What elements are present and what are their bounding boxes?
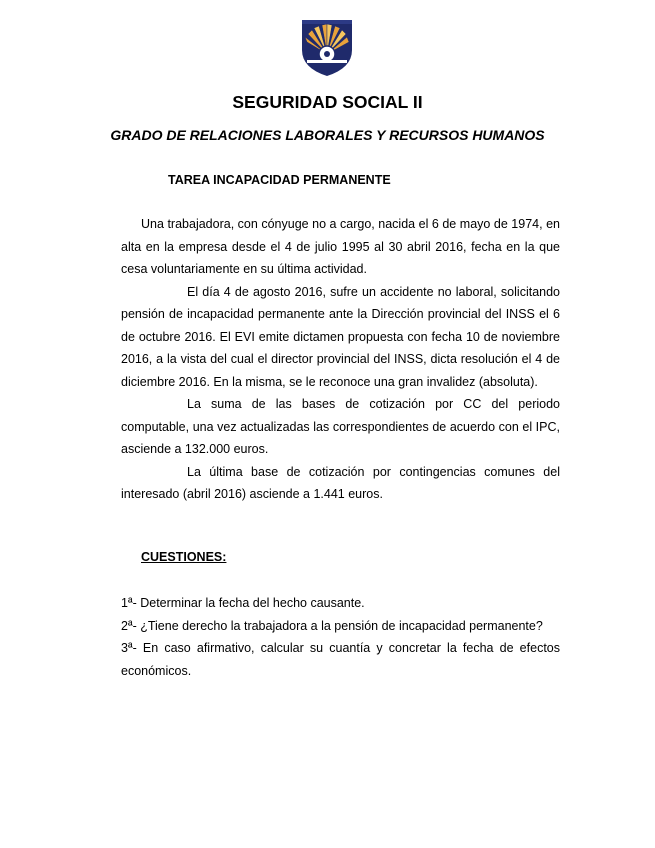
questions-list (121, 592, 560, 682)
case-statement (121, 213, 560, 506)
paragraph: Una trabajadora, con cónyuge no a cargo, nacida el 6 de mayo de 1974, en alta en la empresa desde el 4 de julio 1995 al 30 abril 2016, fecha en la que cesa voluntariamente en su última actividad. (121, 217, 560, 276)
paragraph: La última base de cotización por contingencias comunes del interesado (abril 2016) asciende a 1.441 euros. (121, 464, 560, 501)
university-crest-logo (299, 14, 355, 78)
paragraph: La suma de las bases de cotización por CC del periodo computable, una vez actualizadas las correspondientes de acuerdo con el IPC, asciende a 132.000 euros. (121, 397, 560, 456)
document-title: SEGURIDAD SOCIAL II (232, 92, 423, 112)
question-item: 1ª- Determinar la fecha del hecho causante. (121, 596, 365, 610)
question-item: 3ª- En caso afirmativo, calcular su cuantía y concretar la fecha de efectos económicos. (121, 641, 560, 678)
question-item: 2ª- ¿Tiene derecho la trabajadora a la pensión de incapacidad permanente? (121, 618, 543, 633)
document-subtitle: GRADO DE RELACIONES LABORALES Y RECURSOS HUMANOS (110, 127, 545, 143)
paragraph: El día 4 de agosto 2016, sufre un accidente no laboral, solicitando pensión de incapacidad permanente ante la Dirección provincial del INSS el 6 de octubre 2016. El EVI emite dictamen propuesta con fecha 10 de noviembre 2016, a la vista del cual el director provincial del INSS, dicta resolución el 4 de diciembre 2016. En la misma, se le reconoce una gran invalidez (absoluta). (121, 284, 560, 389)
questions-heading: CUESTIONES: (141, 550, 227, 564)
task-heading: TAREA INCAPACIDAD PERMANENTE (168, 173, 391, 187)
